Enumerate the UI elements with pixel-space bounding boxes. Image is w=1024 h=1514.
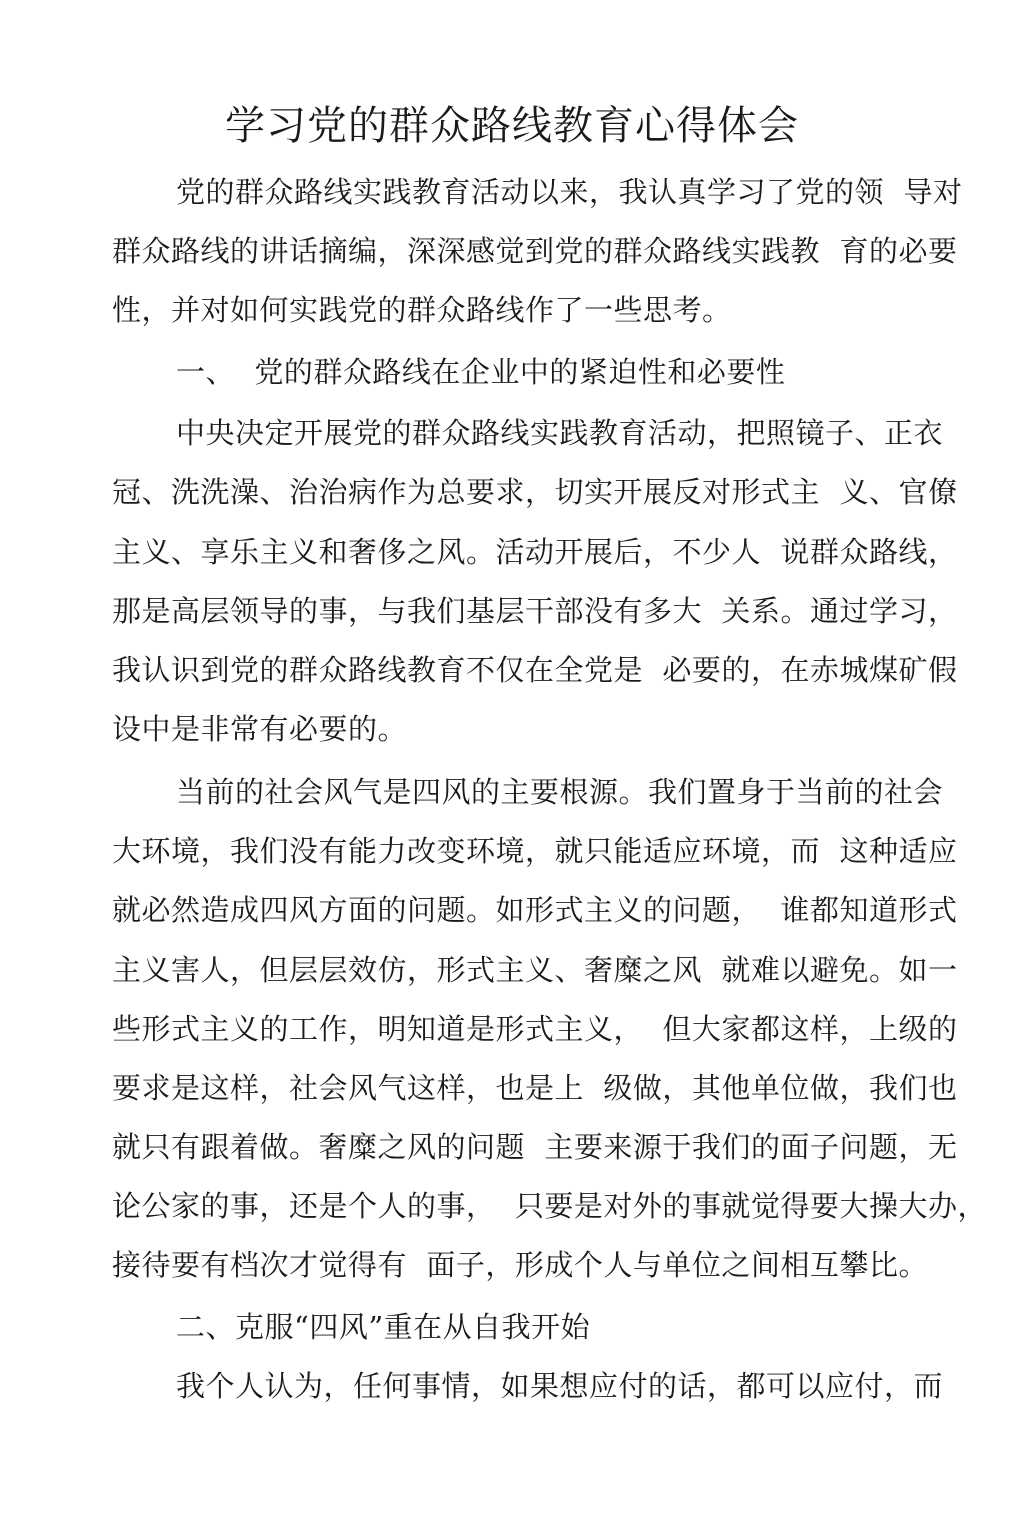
text-line-21: 我个人认为，任何事情，如果想应付的话，都可以应付，而 [176,1369,944,1403]
text-line-19: 接待要有档次才觉得有 面子，形成个人与单位之间相互攀比。 [112,1248,928,1282]
text-line-6: 冠、洗洗澡、治治病作为总要求，切实开展反对形式主 义、官僚 [112,475,958,509]
text-line-9: 我认识到党的群众路线教育不仅在全党是 必要的，在赤城煤矿假 [112,653,958,687]
section-heading-1: 一、 党的群众路线在企业中的紧迫性和必要性 [176,355,786,389]
text-line-8: 那是高层领导的事，与我们基层干部没有多大 关系。通过学习， [112,594,958,628]
text-line-18: 论公家的事，还是个人的事， 只要是对外的事就觉得要大操大办， [112,1189,987,1223]
text-line-16: 要求是这样，社会风气这样，也是上 级做，其他单位做，我们也 [112,1071,958,1105]
text-line-5: 中央决定开展党的群众路线实践教育活动，把照镜子、正衣 [176,416,944,450]
text-line-2: 群众路线的讲话摘编，深深感觉到党的群众路线实践教 育的必要 [112,234,958,268]
text-line-3: 性，并对如何实践党的群众路线作了一些思考。 [112,293,732,327]
text-line-15: 些形式主义的工作，明知道是形式主义， 但大家都这样，上级的 [112,1012,958,1046]
text-line-17: 就只有跟着做。奢糜之风的问题 主要来源于我们的面子问题，无 [112,1130,958,1164]
text-line-7: 主义、享乐主义和奢侈之风。活动开展后，不少人 说群众路线， [112,535,958,569]
text-line-10: 设中是非常有必要的。 [112,712,408,746]
text-line-14: 主义害人，但层层效仿，形式主义、奢糜之风 就难以避免。如一 [112,953,958,987]
text-line-12: 大环境，我们没有能力改变环境，就只能适应环境，而 这种适应 [112,834,958,868]
text-line-1: 党的群众路线实践教育活动以来，我认真学习了党的领 导对 [176,175,963,209]
document-title: 学习党的群众路线教育心得体会 [225,103,799,149]
text-line-11: 当前的社会风气是四风的主要根源。我们置身于当前的社会 [176,775,944,809]
section-heading-2: 二、克服“四风”重在从自我开始 [176,1310,591,1344]
text-line-13: 就必然造成四风方面的问题。如形式主义的问题， 谁都知道形式 [112,893,958,927]
